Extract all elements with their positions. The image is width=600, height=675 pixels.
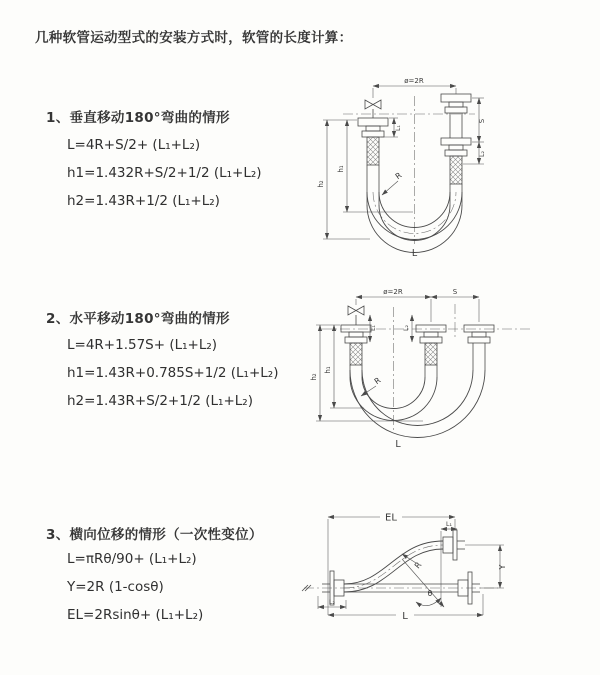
section-1-heading: 1、垂直移动180°弯曲的情形 <box>46 110 230 126</box>
dim-label-s: S <box>478 118 486 124</box>
diagram-vertical-u-bend <box>313 72 600 267</box>
section-3-formula-EL: EL=2Rsinθ+ (L₁+L₂) <box>67 607 204 623</box>
right-pipe-assembly <box>464 325 494 370</box>
dim-label-h1: h₁ <box>337 165 345 173</box>
section-1-formula-h2: h2=1.43R+1/2 (L₁+L₂) <box>67 193 220 209</box>
hose-u-bends <box>350 370 485 438</box>
section-1-formula-L: L=4R+S/2+ (L₁+L₂) <box>67 137 201 153</box>
dim-label-s: S <box>452 288 458 296</box>
radius-label: R <box>393 170 404 182</box>
angle-label: θ <box>427 589 433 598</box>
section-1-formula-h1: h1=1.432R+S/2+1/2 (L₁+L₂) <box>67 165 262 181</box>
left-pipe-assembly <box>358 118 388 205</box>
valve-icon <box>348 306 364 325</box>
dim-label-l1: L₁ <box>446 521 452 528</box>
valve-icon <box>365 100 381 118</box>
section-2-formula-h2: h2=1.43R+S/2+1/2 (L₁+L₂) <box>67 393 253 409</box>
radius-label: R <box>372 375 383 387</box>
dim-label-diameter: ø=2R <box>404 77 424 85</box>
section-3-formula-Y: Y=2R (1-cosθ) <box>67 579 164 595</box>
section-3-formula-L: L=πRθ/90+ (L₁+L₂) <box>67 551 197 567</box>
dim-label-h2: h₂ <box>317 180 325 188</box>
section-2-formula-h1: h1=1.43R+0.785S+1/2 (L₁+L₂) <box>67 365 279 381</box>
dim-label-l: L <box>402 611 408 622</box>
middle-pipe-assembly <box>416 325 446 377</box>
dim-label-l2: L₂ <box>403 325 410 331</box>
diagram-lateral-displacement <box>298 503 600 658</box>
dim-label-l2: L₂ <box>479 151 486 157</box>
dim-label-y: Y <box>498 564 507 570</box>
page-title: 几种软管运动型式的安装方式时，软管的长度计算： <box>35 30 353 46</box>
dim-label-l1: L₁ <box>395 125 402 131</box>
section-2-heading: 2、水平移动180°弯曲的情形 <box>46 311 230 327</box>
right-pipe-assembly <box>441 94 471 205</box>
dim-label-l1: L₁ <box>370 325 377 331</box>
dim-label-l2: L₂ <box>329 599 335 606</box>
dim-label-h1: h₁ <box>324 366 332 374</box>
section-2-formula-L: L=4R+1.57S+ (L₁+L₂) <box>67 337 218 353</box>
radius-label: R <box>412 560 424 571</box>
left-pipe-assembly <box>341 325 371 377</box>
dim-label-diameter: ø=2R <box>383 288 403 296</box>
upper-flange-assembly <box>443 530 465 560</box>
length-label: L <box>411 248 418 259</box>
length-label: L <box>395 439 401 450</box>
section-3-heading: 3、横向位移的情形（一次性变位） <box>46 527 263 543</box>
dim-label-el: EL <box>385 512 397 524</box>
diagram-horizontal-u-bend <box>308 282 600 462</box>
dim-label-h2: h₂ <box>310 373 318 381</box>
